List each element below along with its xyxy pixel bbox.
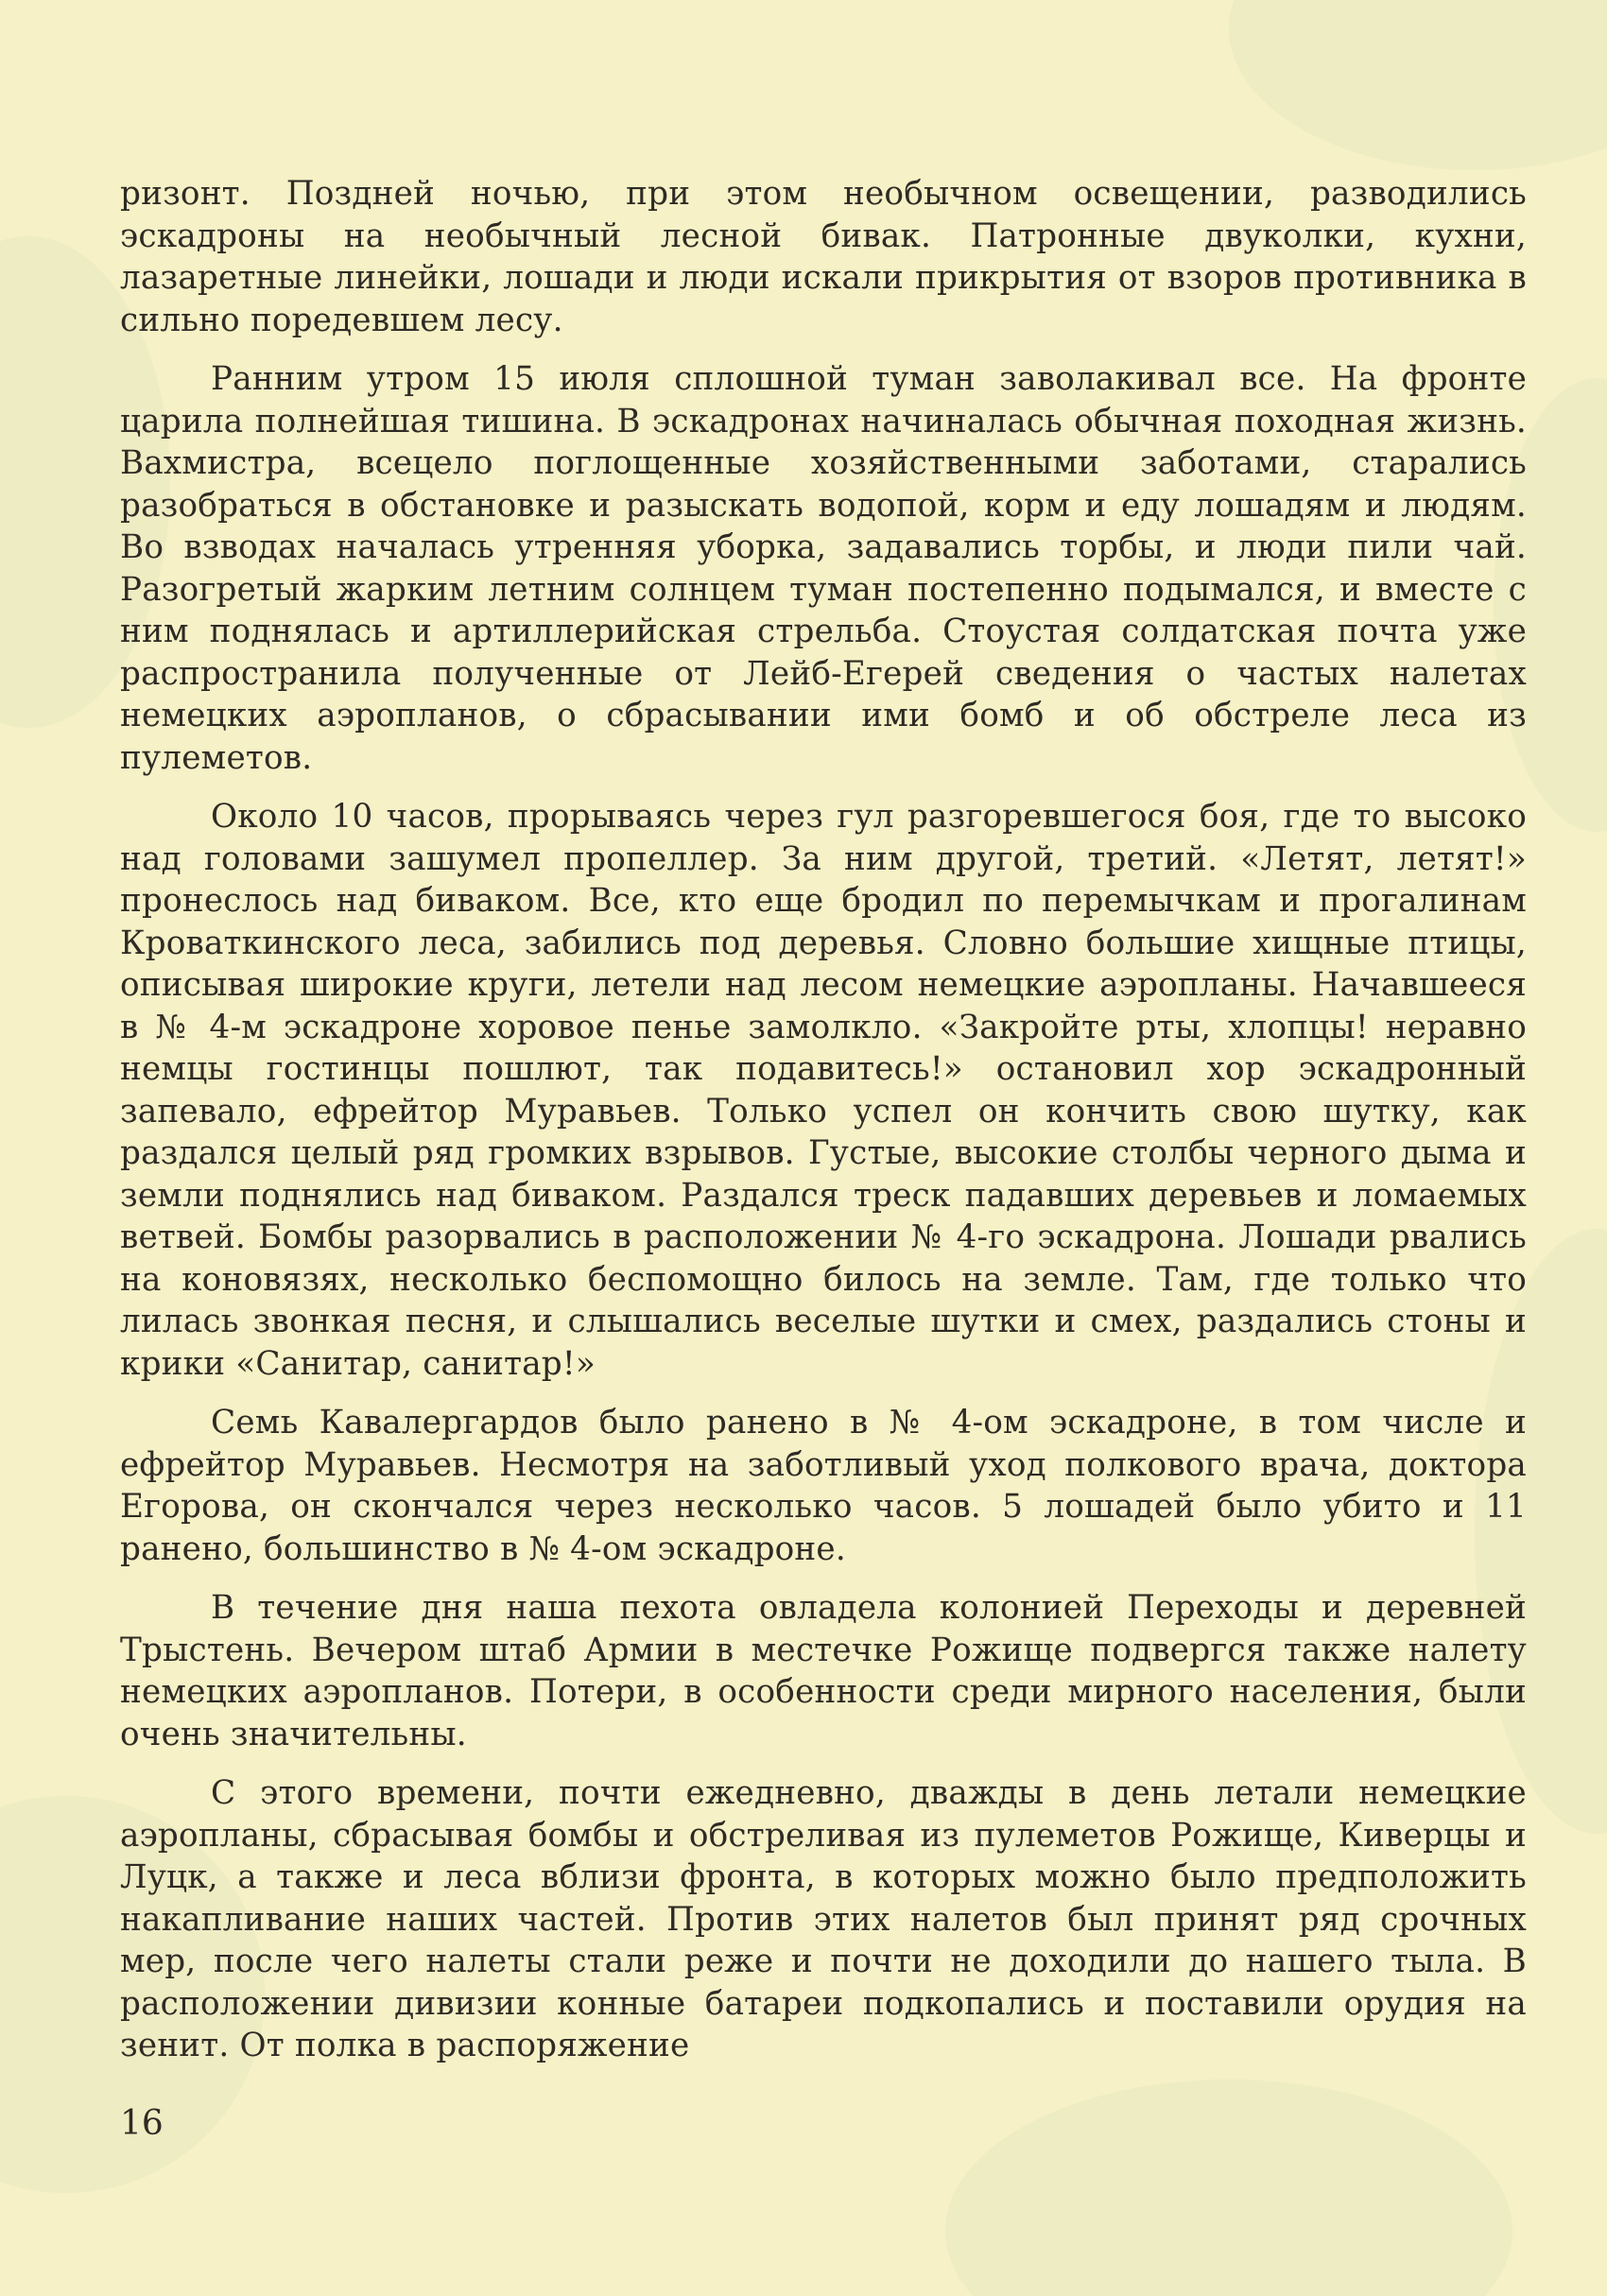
background-mottle — [1229, 0, 1607, 170]
background-mottle — [945, 2080, 1512, 2296]
paragraph: В течение дня наша пехота овладела колонией Переходы и деревней Трыстень. Вечером штаб Армии в местечке Рожище подвергся также налету немецких аэропланов. Потери, в особенности среди мирного населения, были очень значительны. — [120, 1589, 1527, 1753]
body-text — [120, 173, 1527, 2084]
paragraph: ризонт. Поздней ночью, при этом необычном освещении, разводились эскадроны на необычный лесной бивак. Патронные двуколки, кухни, лазаретные линейки, лошади и люди искали прикрытия от взоров противника в сильно поредевшем лесу. — [120, 175, 1527, 339]
paragraph: Около 10 часов, прорываясь через гул разгоревшегося боя, где то высоко над головами зашумел пропеллер. За ним другой, третий. «Летят, летят!» пронеслось над биваком. Все, кто еще бродил по перемычкам и прогалинам Кроваткинского леса, забились под деревья. Словно большие хищные птицы, описывая широкие круги, летели над лесом немецкие аэропланы. Начавшееся в № 4-м эскадроне хоровое пенье замолкло. «Закройте рты, хлопцы! неравно немцы гостинцы пошлют, так подавитесь!» остановил хор эскадронный запевало, ефрейтор Муравьев. Только успел он кончить свою шутку, как раздался целый ряд громких взрывов. Густые, высокие столбы черного дыма и земли поднялись над биваком. Раздался треск падавших деревьев и ломаемых ветвей. Бомбы разорвались в расположении № 4-го эскадрона. Лошади рвались на коновязях, несколько беспомощно билось на земле. Там, где только что лилась звонкая песня, и слышались веселые шутки и смех, раздались стоны и крики «Санитар, санитар!» — [120, 798, 1527, 1383]
paragraph: С этого времени, почти ежедневно, дважды в день летали немецкие аэропланы, сбрасывая бомбы и обстреливая из пулеметов Рожище, Киверцы и Луцк, а также и леса вблизи фронта, в которых можно было предположить накапливание наших частей. Против этих налетов был принят ряд срочных мер, после чего налеты стали реже и почти не доходили до нашего тыла. В расположении дивизии конные батареи подкопались и поставили орудия на зенит. От полка в распоряжение — [120, 1774, 1527, 2064]
paragraph: Ранним утром 15 июля сплошной туман заволакивал все. На фронте царила полнейшая тишина. В эскадронах начиналась обычная походная жизнь. Вахмистра, всецело поглощенные хозяйственными заботами, старались разобраться в обстановке и разыскать водопой, корм и еду лошадям и людям. Во взводах началась утренняя уборка, задавались торбы, и люди пили чай. Разогретый жарким летним солнцем туман постепенно подымался, и вместе с ним поднялась и артиллерийская стрельба. Стоустая солдатская почта уже распространила полученные от Лейб-Егерей сведения о частых налетах немецких аэропланов, о сбрасывании ими бомб и об обстреле леса из пулеметов. — [120, 360, 1527, 777]
paragraph: Семь Кавалергардов было ранено в № 4-ом эскадроне, в том числе и ефрейтор Муравьев. Несмотря на заботливый уход полкового врача, доктора Егорова, он скончался через несколько часов. 5 лошадей было убито и 11 ранено, большинство в № 4-ом эскадроне. — [120, 1404, 1527, 1568]
page-number: 16 — [120, 2104, 164, 2143]
